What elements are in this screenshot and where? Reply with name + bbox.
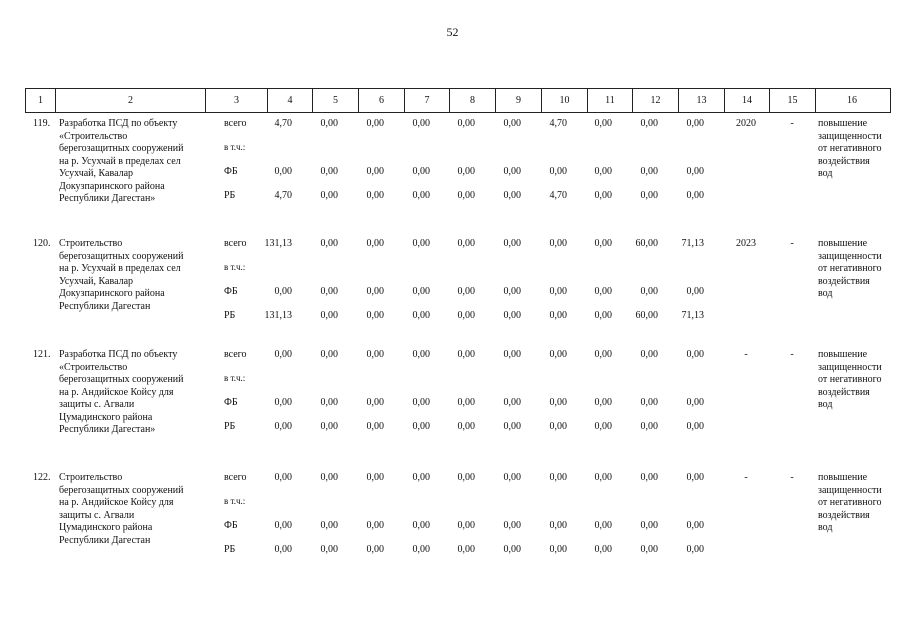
vsego-value: 0,00 xyxy=(549,349,567,360)
object-name-line: Усухчай, Кавалар xyxy=(59,275,134,287)
col15-cell: - xyxy=(790,118,794,129)
fb-value: 0,00 xyxy=(274,166,292,177)
funding-label: ФБ xyxy=(224,397,238,408)
header-cell: 15 xyxy=(770,89,816,112)
fb-value: 0,00 xyxy=(503,286,521,297)
rb-value: 0,00 xyxy=(457,190,475,201)
rb-value: 0,00 xyxy=(686,544,704,555)
object-name-line: Цумадинского района xyxy=(59,522,153,533)
vsego-value: 71,13 xyxy=(681,238,704,249)
purpose-note-line: воздействия xyxy=(818,509,870,521)
vsego-value: 0,00 xyxy=(640,349,658,360)
rb-value: 0,00 xyxy=(366,310,384,321)
rb-value: 0,00 xyxy=(457,421,475,432)
fb-value: 0,00 xyxy=(366,286,384,297)
vsego-value: 0,00 xyxy=(320,238,338,249)
fb-value: 0,00 xyxy=(412,520,430,531)
rb-value: 4,70 xyxy=(274,190,292,201)
fb-value: 0,00 xyxy=(320,520,338,531)
fb-value: 0,00 xyxy=(594,397,612,408)
object-name-line: Строительство xyxy=(59,472,123,483)
rb-value: 0,00 xyxy=(366,421,384,432)
header-cell: 5 xyxy=(313,89,359,112)
rb-value: 0,00 xyxy=(503,310,521,321)
purpose-note-line: вод xyxy=(818,288,833,299)
object-name-line: Докузпаринского района xyxy=(59,288,165,299)
vsego-value: 0,00 xyxy=(366,472,384,483)
header-cell: 9 xyxy=(496,89,542,112)
funding-label: РБ xyxy=(224,310,236,321)
vsego-value: 0,00 xyxy=(594,349,612,360)
object-name-line: берегозащитных сооружений xyxy=(59,143,184,154)
vsego-value: 0,00 xyxy=(320,472,338,483)
fb-value: 0,00 xyxy=(594,286,612,297)
vsego-value: 0,00 xyxy=(320,349,338,360)
object-name-line: «Строительство xyxy=(59,130,128,142)
year-cell: - xyxy=(744,472,748,483)
header-cell: 13 xyxy=(679,89,725,112)
object-name-line: Усухчай, Кавалар xyxy=(59,168,134,179)
vsego-value: 0,00 xyxy=(412,238,430,249)
fb-value: 0,00 xyxy=(457,166,475,177)
fb-value: 0,00 xyxy=(549,166,567,177)
object-name-line: на р. Усухчай в пределах сел xyxy=(59,263,181,274)
vsego-value: 131,13 xyxy=(264,238,292,249)
purpose-note-line: защищенности xyxy=(818,130,882,142)
vsego-value: 0,00 xyxy=(503,118,521,129)
purpose-note-line: повышение xyxy=(818,349,868,360)
header-cell: 8 xyxy=(450,89,496,112)
object-name-line: Строительство xyxy=(59,238,123,249)
object-name-line: берегозащитных сооружений xyxy=(59,250,184,262)
header-cell: 12 xyxy=(633,89,679,112)
row-number: 122. xyxy=(33,472,51,483)
year-cell: - xyxy=(744,349,748,360)
object-name-line: Разработка ПСД по объекту xyxy=(59,349,178,360)
table-row xyxy=(0,238,905,348)
vsego-value: 0,00 xyxy=(594,472,612,483)
funding-label: всего xyxy=(224,238,247,249)
vsego-value: 4,70 xyxy=(549,118,567,129)
rb-value: 0,00 xyxy=(320,310,338,321)
table-row xyxy=(0,472,905,582)
header-cell: 3 xyxy=(206,89,268,112)
funding-label: в т.ч.: xyxy=(224,373,246,383)
object-name-line: на р. Андийское Койсу для xyxy=(59,386,174,398)
purpose-note-line: повышение xyxy=(818,238,868,249)
object-name-line: Республики Дагестан» xyxy=(59,424,156,435)
object-name-line: Республики Дагестан» xyxy=(59,193,156,204)
object-name-line: Республики Дагестан xyxy=(59,534,151,546)
fb-value: 0,00 xyxy=(549,286,567,297)
purpose-note-line: от негативного xyxy=(818,497,882,508)
funding-label: всего xyxy=(224,349,247,360)
vsego-value: 0,00 xyxy=(412,349,430,360)
funding-label: ФБ xyxy=(224,286,238,297)
rb-value: 71,13 xyxy=(681,310,704,321)
header-cell: 1 xyxy=(26,89,56,112)
rb-value: 0,00 xyxy=(412,421,430,432)
purpose-note-line: от негативного xyxy=(818,263,882,274)
fb-value: 0,00 xyxy=(274,397,292,408)
purpose-note-line: вод xyxy=(818,522,833,533)
purpose-note-line: повышение xyxy=(818,118,868,129)
rb-value: 0,00 xyxy=(640,190,658,201)
fb-value: 0,00 xyxy=(366,397,384,408)
vsego-value: 0,00 xyxy=(503,238,521,249)
fb-value: 0,00 xyxy=(366,166,384,177)
vsego-value: 0,00 xyxy=(366,238,384,249)
rb-value: 0,00 xyxy=(594,421,612,432)
fb-value: 0,00 xyxy=(320,166,338,177)
year-cell: 2020 xyxy=(736,118,756,129)
vsego-value: 0,00 xyxy=(640,118,658,129)
fb-value: 0,00 xyxy=(686,286,704,297)
col15-cell: - xyxy=(790,238,794,249)
rb-value: 0,00 xyxy=(594,190,612,201)
fb-value: 0,00 xyxy=(549,397,567,408)
row-number: 120. xyxy=(33,238,51,249)
purpose-note-line: вод xyxy=(818,168,833,179)
object-name-line: берегозащитных сооружений xyxy=(59,484,184,496)
object-name-line: защиты с. Агвали xyxy=(59,399,135,410)
row-number: 119. xyxy=(33,118,51,129)
year-cell: 2023 xyxy=(736,238,756,249)
vsego-value: 0,00 xyxy=(686,472,704,483)
rb-value: 0,00 xyxy=(640,544,658,555)
fb-value: 0,00 xyxy=(594,520,612,531)
rb-value: 0,00 xyxy=(549,421,567,432)
fb-value: 0,00 xyxy=(640,397,658,408)
object-name-line: на р. Усухчай в пределах сел xyxy=(59,155,181,167)
funding-label: РБ xyxy=(224,544,236,555)
purpose-note-line: воздействия xyxy=(818,155,870,167)
row-number: 121. xyxy=(33,349,51,360)
object-name-line: Разработка ПСД по объекту xyxy=(59,118,178,129)
funding-label: всего xyxy=(224,472,247,483)
col15-cell: - xyxy=(790,349,794,360)
header-cell: 16 xyxy=(847,95,857,106)
vsego-value: 0,00 xyxy=(594,238,612,249)
rb-value: 0,00 xyxy=(457,544,475,555)
vsego-value: 0,00 xyxy=(274,349,292,360)
object-name-line: Докузпаринского района xyxy=(59,180,165,192)
rb-value: 0,00 xyxy=(503,544,521,555)
rb-value: 0,00 xyxy=(503,421,521,432)
rb-value: 0,00 xyxy=(549,310,567,321)
object-name-line: «Строительство xyxy=(59,361,128,373)
table-header xyxy=(25,88,891,113)
fb-value: 0,00 xyxy=(503,397,521,408)
table-row xyxy=(0,118,905,228)
rb-value: 0,00 xyxy=(594,310,612,321)
purpose-note-line: вод xyxy=(818,399,833,410)
purpose-note-line: защищенности xyxy=(818,361,882,373)
object-name-line: берегозащитных сооружений xyxy=(59,374,184,385)
vsego-value: 0,00 xyxy=(686,349,704,360)
rb-value: 60,00 xyxy=(635,310,658,321)
fb-value: 0,00 xyxy=(686,397,704,408)
rb-value: 0,00 xyxy=(412,310,430,321)
vsego-value: 0,00 xyxy=(686,118,704,129)
header-cell: 10 xyxy=(542,89,588,112)
rb-value: 0,00 xyxy=(686,190,704,201)
funding-label: ФБ xyxy=(224,520,238,531)
vsego-value: 0,00 xyxy=(503,349,521,360)
fb-value: 0,00 xyxy=(549,520,567,531)
object-name-line: Республики Дагестан xyxy=(59,300,151,312)
funding-label: в т.ч.: xyxy=(224,142,246,152)
rb-value: 0,00 xyxy=(320,190,338,201)
vsego-value: 0,00 xyxy=(594,118,612,129)
rb-value: 0,00 xyxy=(594,544,612,555)
vsego-value: 0,00 xyxy=(503,472,521,483)
rb-value: 0,00 xyxy=(640,421,658,432)
header-cell: 6 xyxy=(359,89,405,112)
vsego-value: 0,00 xyxy=(412,472,430,483)
fb-value: 0,00 xyxy=(457,520,475,531)
fb-value: 0,00 xyxy=(412,286,430,297)
rb-value: 131,13 xyxy=(264,310,292,321)
rb-value: 0,00 xyxy=(412,544,430,555)
table-row xyxy=(0,349,905,459)
fb-value: 0,00 xyxy=(412,397,430,408)
object-name-line: Цумадинского района xyxy=(59,411,153,423)
header-cell: 11 xyxy=(588,89,633,112)
fb-value: 0,00 xyxy=(366,520,384,531)
vsego-value: 0,00 xyxy=(320,118,338,129)
rb-value: 0,00 xyxy=(366,190,384,201)
rb-value: 0,00 xyxy=(320,421,338,432)
rb-value: 0,00 xyxy=(320,544,338,555)
vsego-value: 0,00 xyxy=(457,472,475,483)
fb-value: 0,00 xyxy=(320,286,338,297)
funding-label: в т.ч.: xyxy=(224,496,246,506)
vsego-value: 0,00 xyxy=(457,118,475,129)
purpose-note-line: от негативного xyxy=(818,374,882,385)
purpose-note-line: повышение xyxy=(818,472,868,483)
vsego-value: 60,00 xyxy=(635,238,658,249)
fb-value: 0,00 xyxy=(640,520,658,531)
page-number: 52 xyxy=(446,25,459,39)
header-cell: 14 xyxy=(725,89,770,112)
fb-value: 0,00 xyxy=(457,286,475,297)
purpose-note-line: воздействия xyxy=(818,275,870,287)
rb-value: 0,00 xyxy=(503,190,521,201)
fb-value: 0,00 xyxy=(640,166,658,177)
rb-value: 0,00 xyxy=(412,190,430,201)
fb-value: 0,00 xyxy=(320,397,338,408)
vsego-value: 0,00 xyxy=(457,349,475,360)
rb-value: 0,00 xyxy=(274,544,292,555)
header-cell: 2 xyxy=(56,89,206,112)
vsego-value: 0,00 xyxy=(549,238,567,249)
object-name-line: на р. Андийское Койсу для xyxy=(59,497,174,508)
purpose-note-line: воздействия xyxy=(818,386,870,398)
fb-value: 0,00 xyxy=(686,166,704,177)
rb-value: 0,00 xyxy=(457,310,475,321)
funding-label: РБ xyxy=(224,190,236,201)
purpose-note-line: защищенности xyxy=(818,484,882,496)
fb-value: 0,00 xyxy=(274,520,292,531)
header-cell: 7 xyxy=(405,89,450,112)
rb-value: 0,00 xyxy=(274,421,292,432)
vsego-value: 0,00 xyxy=(274,472,292,483)
vsego-value: 0,00 xyxy=(549,472,567,483)
vsego-value: 0,00 xyxy=(366,118,384,129)
rb-value: 0,00 xyxy=(366,544,384,555)
vsego-value: 0,00 xyxy=(640,472,658,483)
rb-value: 0,00 xyxy=(686,421,704,432)
purpose-note-line: защищенности xyxy=(818,250,882,262)
object-name-line: защиты с. Агвали xyxy=(59,509,135,521)
funding-label: ФБ xyxy=(224,166,238,177)
header-cell: 4 xyxy=(268,89,313,112)
funding-label: в т.ч.: xyxy=(224,262,246,272)
fb-value: 0,00 xyxy=(503,166,521,177)
funding-label: РБ xyxy=(224,421,236,432)
funding-label: всего xyxy=(224,118,247,129)
fb-value: 0,00 xyxy=(640,286,658,297)
vsego-value: 0,00 xyxy=(457,238,475,249)
col15-cell: - xyxy=(790,472,794,483)
vsego-value: 0,00 xyxy=(412,118,430,129)
fb-value: 0,00 xyxy=(594,166,612,177)
fb-value: 0,00 xyxy=(274,286,292,297)
fb-value: 0,00 xyxy=(412,166,430,177)
fb-value: 0,00 xyxy=(503,520,521,531)
fb-value: 0,00 xyxy=(686,520,704,531)
rb-value: 4,70 xyxy=(549,190,567,201)
rb-value: 0,00 xyxy=(549,544,567,555)
vsego-value: 4,70 xyxy=(274,118,292,129)
fb-value: 0,00 xyxy=(457,397,475,408)
vsego-value: 0,00 xyxy=(366,349,384,360)
purpose-note-line: от негативного xyxy=(818,143,882,154)
